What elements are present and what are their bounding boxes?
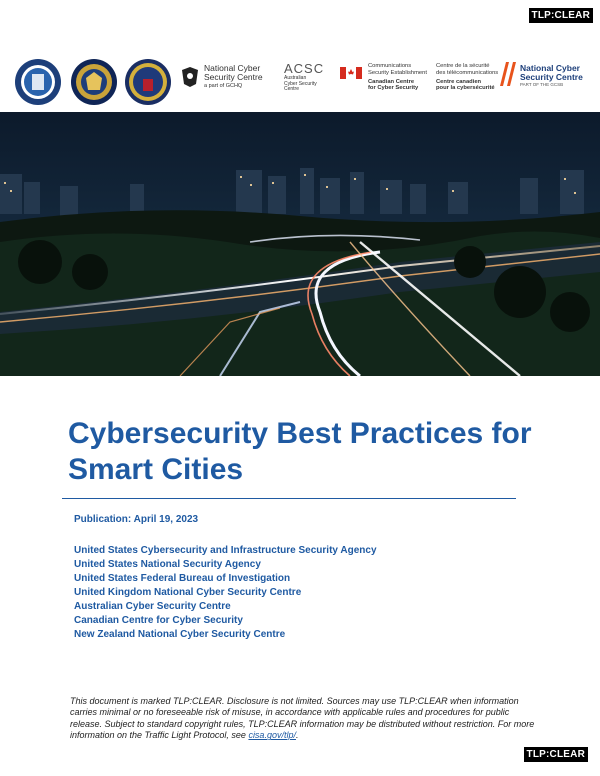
tlp-link[interactable]: cisa.gov/tlp/ (248, 730, 296, 741)
ncsc-nz-slash-icon (500, 62, 516, 91)
document-title: Cybersecurity Best Practices for Smart Cities (68, 417, 532, 486)
cse-fr-logo-text: Centre de la sécurité des télécommunications Centre canadien pour la cybersécurité (436, 63, 499, 92)
disclaimer-text: This document is marked TLP:CLEAR. Disclosure is not limited. Sources may use TLP:CLEAR when information carries minimal or no foreseeable risk of misuse, in accordance with applicable rules and procedures for public release. Subject to standard copyright rules, TLP:CLEAR information may be distributed without restriction. For more information on the Traffic Light Protocol, see (70, 696, 535, 741)
agency-item: United States Cybersecurity and Infrastructure Security Agency (74, 545, 377, 556)
nsa-seal-icon (70, 58, 118, 106)
agency-logos (12, 54, 592, 110)
hero-smart-city-image (0, 112, 600, 376)
tlp-badge-top: TLP:CLEAR (529, 8, 593, 23)
fbi-seal-icon (124, 58, 172, 106)
cisa-seal-icon (14, 58, 62, 106)
acsc-logo: ACSC Australian Cyber Security Centre (284, 61, 325, 92)
agency-item: New Zealand National Cyber Security Centre (74, 629, 286, 640)
agency-item: United States Federal Bureau of Investigation (74, 573, 291, 584)
tlp-badge-bottom: TLP:CLEAR (524, 747, 588, 762)
canada-flag-icon (340, 66, 362, 84)
cse-logo-text: Communications Security Establishment Canadian Centre for Cyber Security (368, 63, 427, 92)
disclaimer-end: . (295, 730, 299, 741)
tlp-disclaimer (70, 696, 540, 742)
title-divider (62, 498, 516, 499)
ncsc-nz-logo-text: National Cyber Security Centre PART OF THE GCSB (520, 63, 583, 87)
agency-item: United Kingdom National Cyber Security Centre (74, 587, 302, 598)
agency-item: Australian Cyber Security Centre (74, 601, 231, 612)
ncsc-uk-crest-icon (180, 66, 200, 93)
agency-list (74, 544, 377, 642)
publication-date: Publication: April 19, 2023 (74, 514, 199, 525)
ncsc-uk-logo-text: National Cyber Security Centre a part of GCHQ (204, 63, 263, 89)
agency-item: Canadian Centre for Cyber Security (74, 615, 243, 626)
agency-item: United States National Security Agency (74, 559, 261, 570)
